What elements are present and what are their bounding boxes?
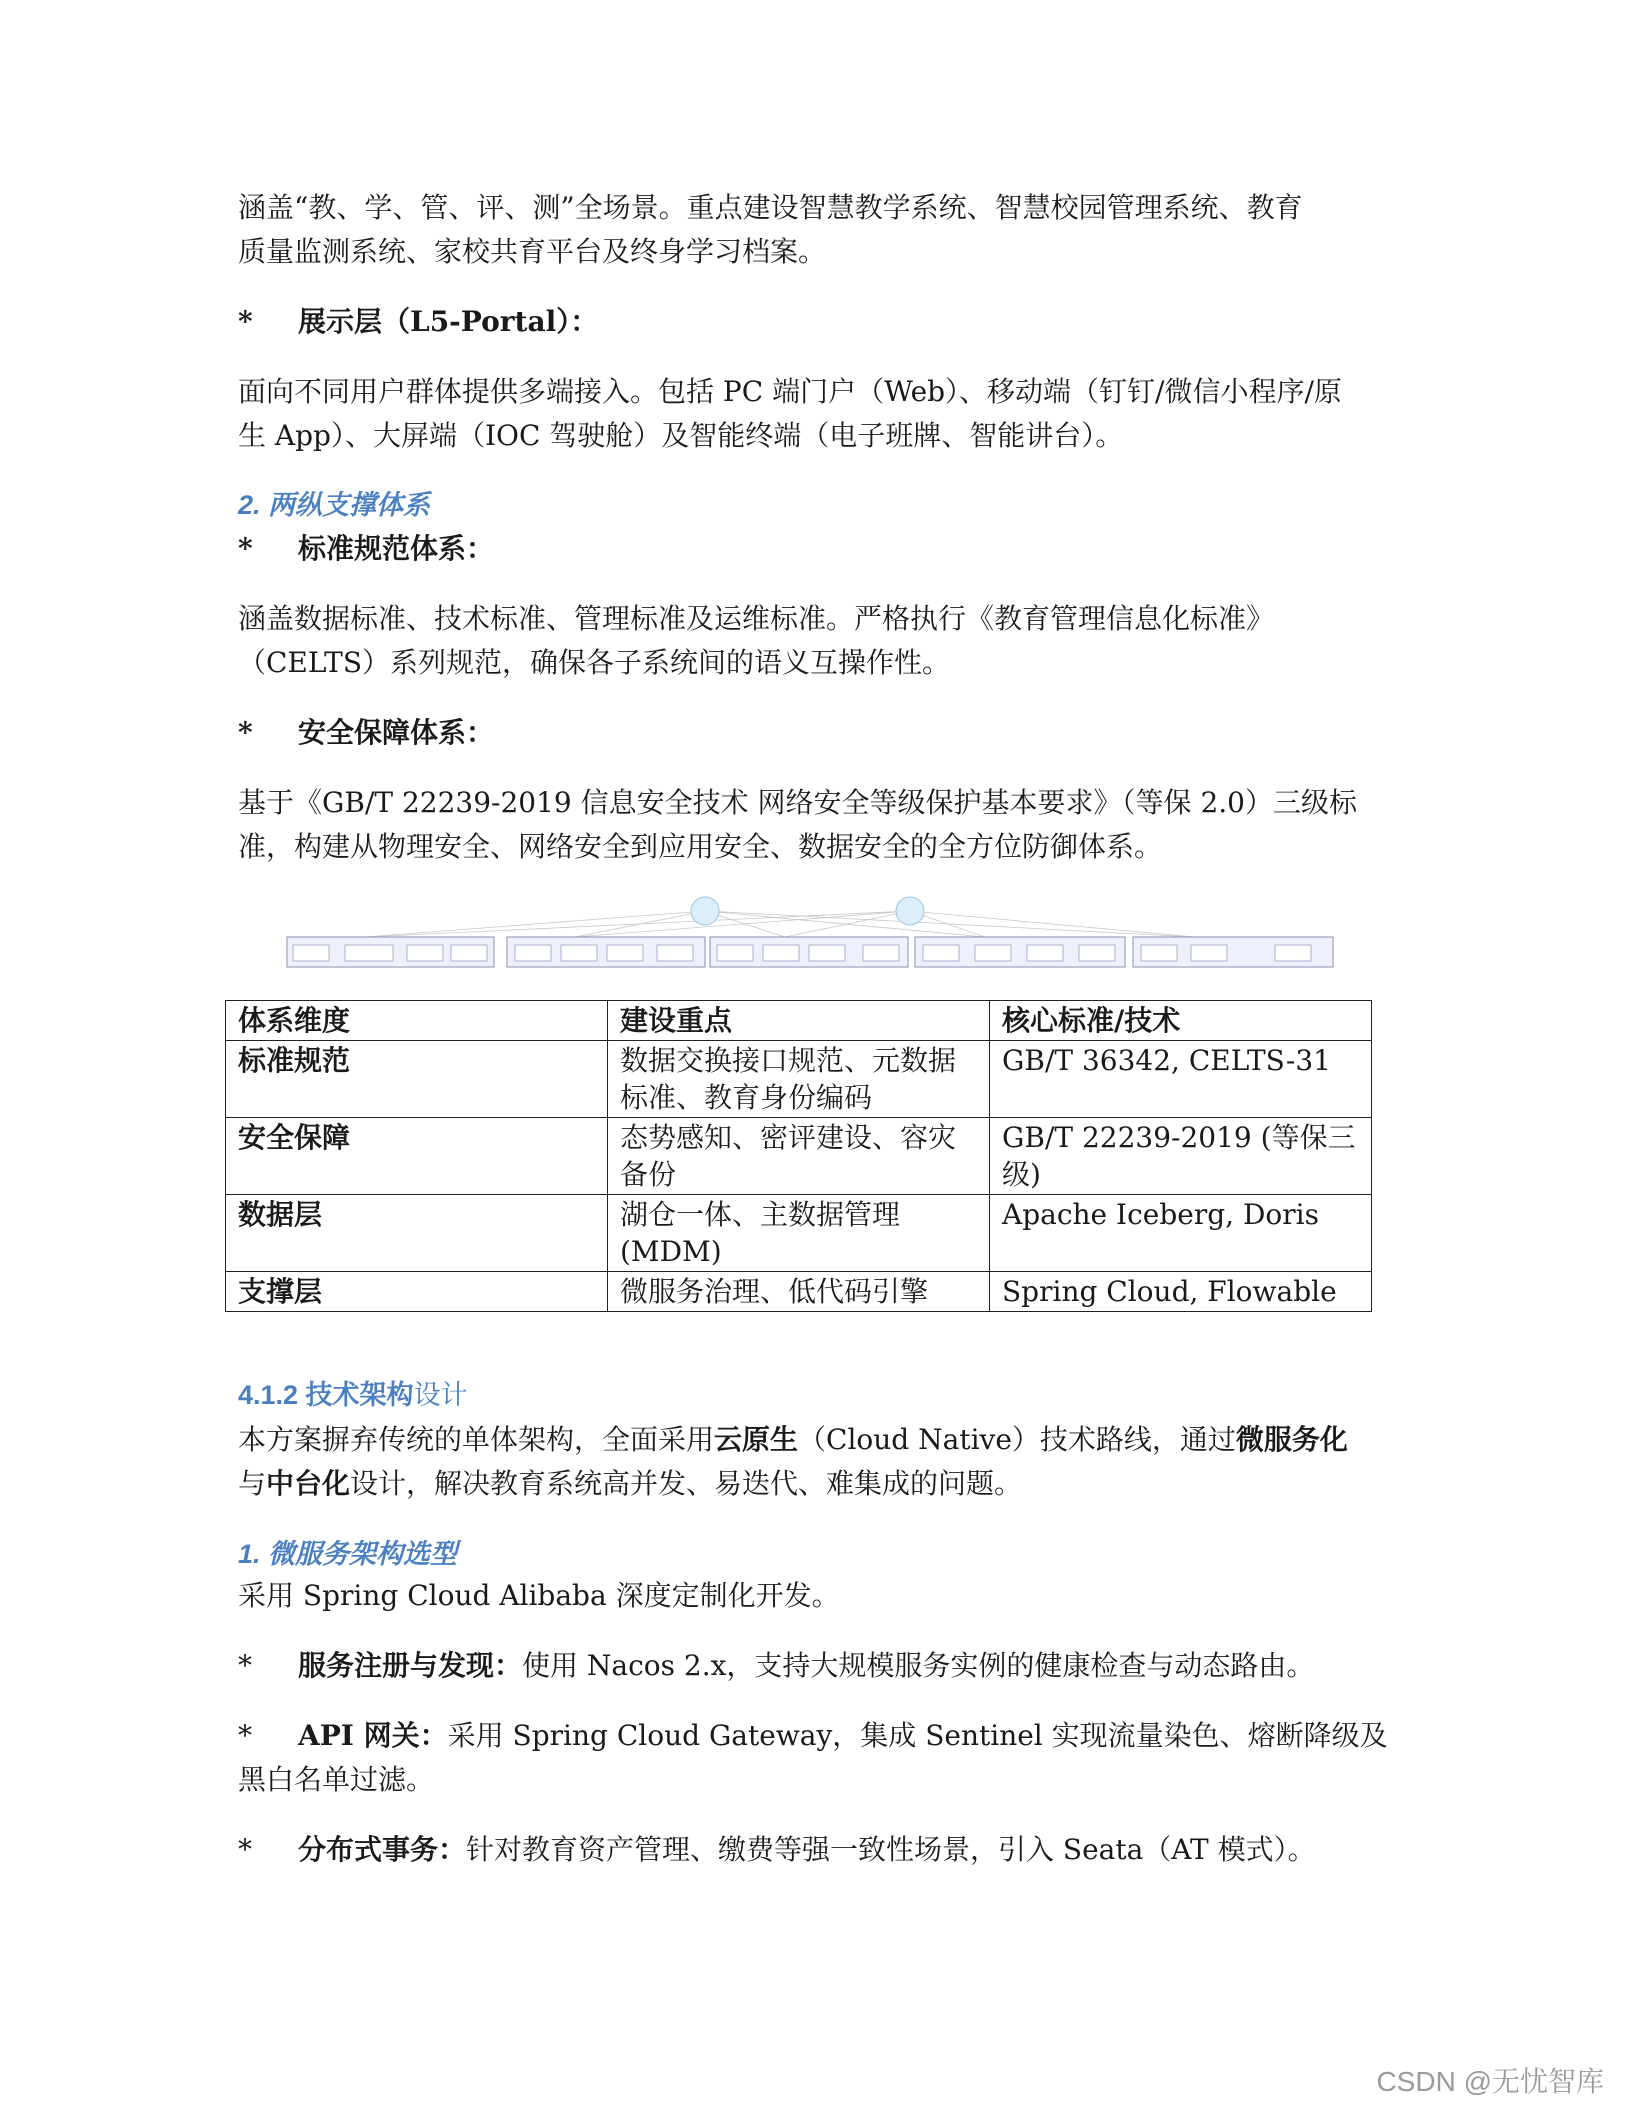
- paragraph-scenarios: 涵盖“教、学、管、评、测”全场景。重点建设智慧教学系统、智慧校园管理系统、教育 质量监测系统、家校共育平台及终身学习档案。: [238, 191, 1303, 268]
- heading-microservice: 1. 微服务架构选型: [238, 1539, 458, 1569]
- bullet-standards: * 标准规范体系：: [238, 532, 495, 565]
- table-cell: 支撑层: [226, 1272, 608, 1312]
- paragraph-security: 基于《GB/T 22239-2019 信息安全技术 网络安全等级保护基本要求》（等保 2.0）三级标 准，构建从物理安全、网络安全到应用安全、数据安全的全方位防御体系。: [238, 786, 1357, 863]
- table-cell: Spring Cloud, Flowable: [990, 1272, 1372, 1312]
- table-cell: 湖仓一体、主数据管理 (MDM): [608, 1195, 990, 1272]
- table-header-cell: 核心标准/技术: [990, 1001, 1372, 1041]
- heading-two-pillars: 2. 两纵支撑体系: [238, 490, 431, 520]
- table-cell: 数据层: [226, 1195, 608, 1272]
- table-row: [226, 1272, 1372, 1312]
- bullet-security: * 安全保障体系：: [238, 716, 495, 749]
- architecture-diagram-thumbnail: [285, 895, 1335, 975]
- table-row: [226, 1118, 1372, 1195]
- watermark-footer: CSDN @无忧智库: [1376, 2066, 1604, 2097]
- table-row: [226, 1041, 1372, 1118]
- paragraph-standards: 涵盖数据标准、技术标准、管理标准及运维标准。严格执行《教育管理信息化标准》 （CELTS）系列规范，确保各子系统间的语义互操作性。: [238, 602, 1275, 679]
- table-cell: GB/T 36342, CELTS-31: [990, 1041, 1372, 1118]
- table-cell: Apache Iceberg, Doris: [990, 1195, 1372, 1272]
- table-header-row: [226, 1001, 1372, 1041]
- table-cell: 态势感知、密评建设、容灾备份: [608, 1118, 990, 1195]
- heading-tech-architecture: 4.1.2 技术架构设计: [238, 1380, 468, 1410]
- bullet-service-registry: * 服务注册与发现：使用 Nacos 2.x，支持大规模服务实例的健康检查与动态路由。: [238, 1649, 1315, 1682]
- table-cell: 数据交换接口规范、元数据标准、教育身份编码: [608, 1041, 990, 1118]
- table-cell: 标准规范: [226, 1041, 608, 1118]
- paragraph-spring-cloud: 采用 Spring Cloud Alibaba 深度定制化开发。: [238, 1579, 840, 1612]
- diagram-node-standards: [691, 897, 719, 925]
- paragraph-portal: 面向不同用户群体提供多端接入。包括 PC 端门户（Web）、移动端（钉钉/微信小程序/原 生 App）、大屏端（IOC 驾驶舱）及智能终端（电子班牌、智能讲台）。: [238, 375, 1342, 452]
- standards-table: [225, 1000, 1372, 1312]
- table-cell: 微服务治理、低代码引擎: [608, 1272, 990, 1312]
- diagram-node-security: [896, 897, 924, 925]
- table-cell: 安全保障: [226, 1118, 608, 1195]
- table-row: [226, 1195, 1372, 1272]
- table-header-cell: 建设重点: [608, 1001, 990, 1041]
- bullet-portal-layer: * 展示层（L5-Portal）：: [238, 305, 599, 338]
- table-cell: GB/T 22239-2019 (等保三级): [990, 1118, 1372, 1195]
- table-header-cell: 体系维度: [226, 1001, 608, 1041]
- bullet-api-gateway: * API 网关：采用 Spring Cloud Gateway，集成 Sentinel 实现流量染色、熔断降级及 黑白名单过滤。: [238, 1719, 1388, 1796]
- paragraph-cloud-native: 本方案摒弃传统的单体架构，全面采用云原生（Cloud Native）技术路线，通过微服务化 与中台化设计，解决教育系统高并发、易迭代、难集成的问题。: [238, 1423, 1348, 1500]
- bullet-distributed-tx: * 分布式事务：针对教育资产管理、缴费等强一致性场景，引入 Seata（AT 模式）。: [238, 1833, 1316, 1866]
- diagram-connectors: [365, 911, 1195, 937]
